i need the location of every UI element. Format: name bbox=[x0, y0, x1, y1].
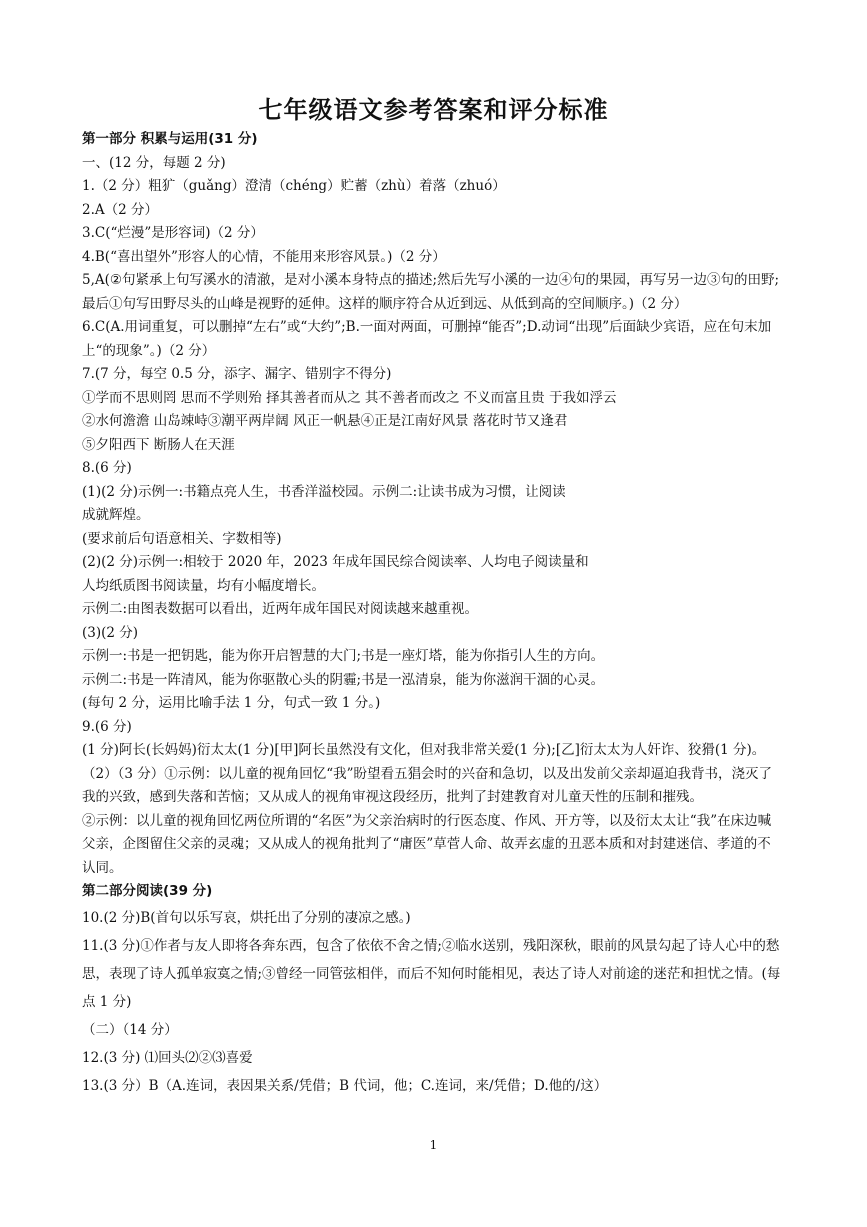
answer-line: （2）（3 分）①示例：以儿童的视角回忆“我”盼望看五猖会时的兴奋和急切，以及出发前父亲却逼迫我背书，浇灭了我的兴致，感到失落和苦恼；又从成人的视角审视这段经历，批判了封建教育对儿童天性的压制和摧残。 bbox=[82, 765, 773, 805]
answer-line: ①学而不思则罔 思而不学则殆 择其善者而从之 其不善者而改之 不义而富且贵 于我如浮云 bbox=[82, 389, 617, 406]
answer-line: 成就辉煌。 bbox=[82, 507, 150, 523]
answer-line: (每句 2 分，运用比喻手法 1 分，句式一致 1 分。) bbox=[82, 695, 381, 711]
answer-line: (2)(2 分)示例一:相较于 2020 年，2023 年成年国民综合阅读率、人均电子阅读量和 bbox=[82, 554, 589, 570]
answer-line: ⑤夕阳西下 断肠人在天涯 bbox=[82, 436, 235, 453]
answer-line: 示例二:由图表数据可以看出，近两年成年国民对阅读越来越重视。 bbox=[82, 601, 479, 617]
answer-line: 一、(12 分，每题 2 分) bbox=[82, 154, 226, 171]
section-heading: 第二部分阅读(39 分) bbox=[82, 883, 213, 899]
document-title: 七年级语文参考答案和评分标准 bbox=[258, 96, 609, 124]
answer-line: 8.(6 分) bbox=[82, 460, 132, 476]
answer-line: 9.(6 分) bbox=[82, 718, 132, 735]
answer-line: 11.(3 分)①作者与友人即将各奔东西，包含了依依不舍之情;②临水送别，残阳深秋，眼前的风景勾起了诗人心中的愁思，表现了诗人孤单寂寞之情;③曾经一同管弦相伴，而后不知何时能相见，表达了诗人对前途的迷茫和担忧之情。(每点 1 分) bbox=[82, 937, 781, 1010]
answer-line: 10.(2 分)B(首句以乐写哀，烘托出了分别的凄凉之感。) bbox=[82, 909, 411, 926]
answer-line: 示例二:书是一阵清风，能为你驱散心头的阴霾;书是一泓清泉，能为你滋润干涸的心灵。 bbox=[82, 671, 605, 688]
answer-line: 13.(3 分）B（A.连词，表因果关系/凭借；B 代词，他；C.连词，来/凭借；D.他的/这） bbox=[82, 1077, 608, 1094]
answer-line: 6.C(A.用词重复，可以删掉“左右”或“大约”;B.一面对两面，可删掉“能否”;D.动词“出现”后面缺少宾语，应在句末加上“的现象”。)（2 分） bbox=[82, 319, 772, 359]
answer-line: 5,A(②句紧承上句写溪水的清澈，是对小溪本身特点的描述;然后先写小溪的一边④句的果园，再写另一边③句的田野;最后①句写田野尽头的山峰是视野的延伸。这样的顺序符合从近到远、从低到高的空间顺序。)（2 分） bbox=[82, 272, 780, 312]
answer-line: (要求前后句语意相关、字数相等) bbox=[82, 530, 282, 547]
answer-line: 4.B(“喜出望外”形容人的心情，不能用来形容风景。)（2 分） bbox=[82, 248, 446, 265]
page-number: 1 bbox=[429, 1138, 438, 1152]
answer-line: （二）（14 分） bbox=[82, 1021, 178, 1038]
answer-line: 3.C(“烂漫”是形容词)（2 分） bbox=[82, 225, 264, 241]
answer-line: (1 分)阿长(长妈妈)衍太太(1 分)[甲]阿长虽然没有文化，但对我非常关爱(1 分);[乙]衍太太为人奸诈、狡猾(1 分)。 bbox=[82, 742, 766, 758]
answer-line: 12.(3 分) ⑴回头⑵②⑶喜爱 bbox=[82, 1049, 253, 1066]
answer-line: (1)(2 分)示例一:书籍点亮人生，书香洋溢校园。示例二:让读书成为习惯，让阅读 bbox=[82, 483, 566, 500]
answer-line: 1.（2 分）粗犷（guǎng）澄清（chéng）贮蓄（zhù）着落（zhuó） bbox=[82, 178, 506, 194]
answer-line: (3)(2 分) bbox=[82, 624, 139, 641]
answer-line: 2.A（2 分） bbox=[82, 201, 159, 218]
answer-line: 示例一:书是一把钥匙，能为你开启智慧的大门;书是一座灯塔，能为你指引人生的方向。 bbox=[82, 648, 605, 664]
answer-body bbox=[82, 128, 782, 1100]
section-heading: 第一部分 积累与运用(31 分) bbox=[82, 131, 258, 147]
answer-line: 7.(7 分，每空 0.5 分，添字、漏字、错别字不得分) bbox=[82, 366, 392, 382]
answer-line: ②水何澹澹 山岛竦峙③潮平两岸阔 风正一帆悬④正是江南好风景 落花时节又逢君 bbox=[82, 413, 568, 429]
answer-line: 人均纸质图书阅读量，均有小幅度增长。 bbox=[82, 577, 325, 594]
answer-line: ②示例：以儿童的视角回忆两位所谓的“名医”为父亲治病时的行医态度、作风、开方等，以及衍太太让“我”在床边喊父亲，企图留住父亲的灵魂；又从成人的视角批判了“庸医”草菅人命、故弄玄虚的丑恶本质和对封建迷信、孝道的不认同。 bbox=[82, 812, 772, 876]
